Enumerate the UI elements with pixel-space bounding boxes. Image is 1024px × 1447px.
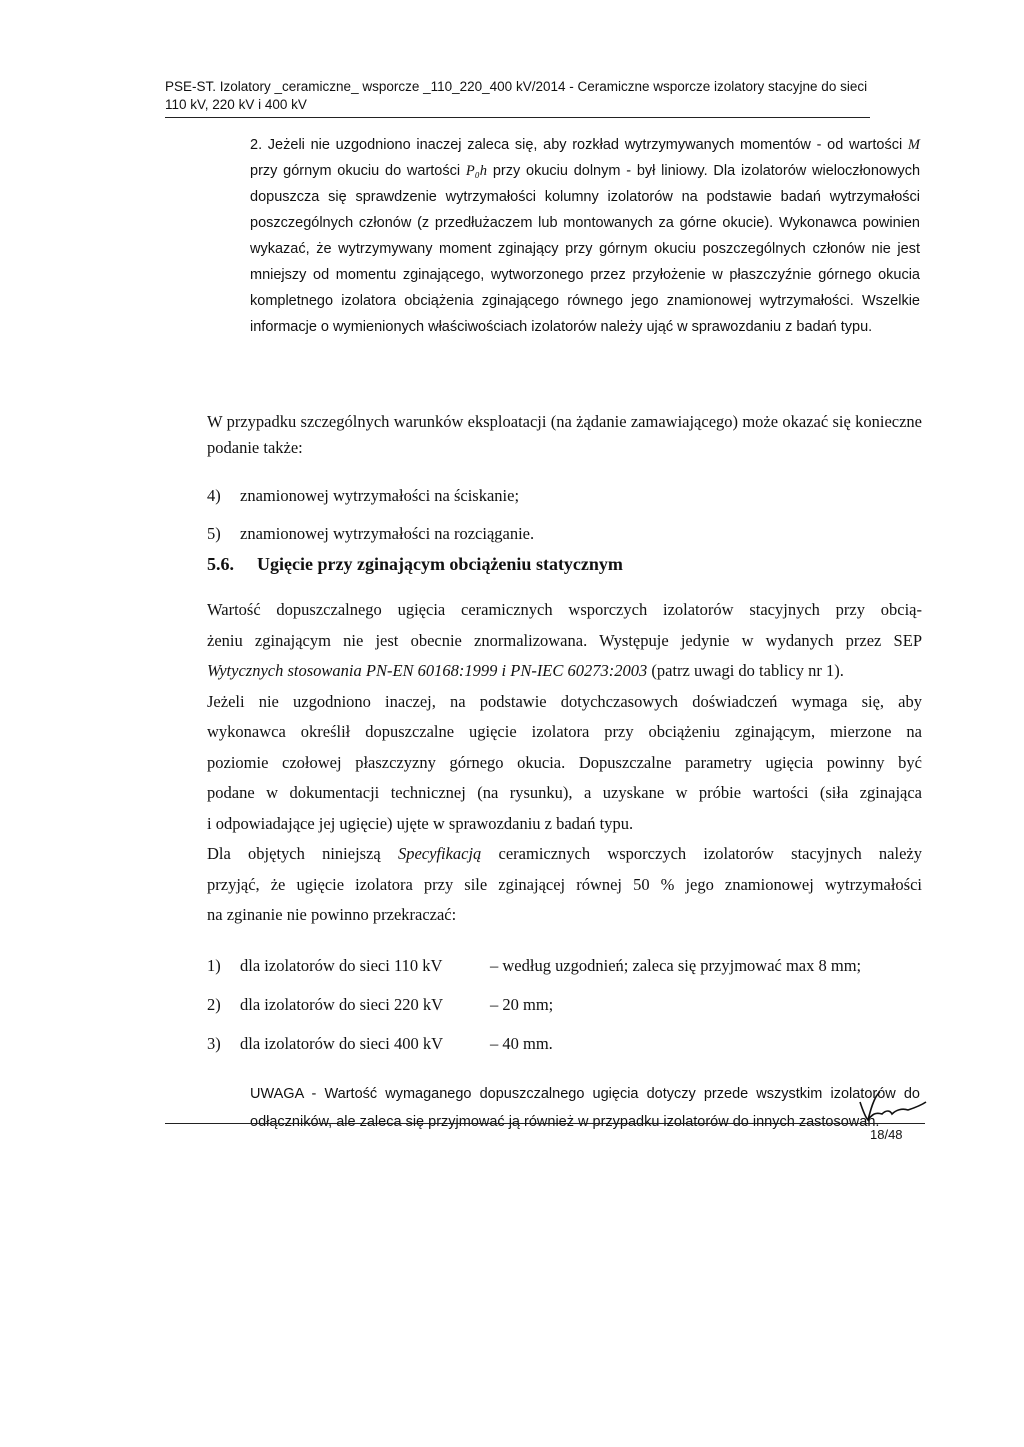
body-line: podane w dokumentacji technicznej (na rysunku), a uzyskane w próbie wartości (siła zginająca	[207, 783, 922, 802]
body-line: Dla objętych niniejszą Specyfikacją ceramicznych wsporczych izolatorów stacyjnych należy	[207, 844, 922, 863]
force-symbol: P₀h	[465, 163, 488, 179]
body-line: poziomie czołowej płaszczyzny górnego okucia. Dopuszczalne parametry ugięcia powinny być	[207, 752, 922, 772]
list-item: 4) znamionowej wytrzymałości na ściskanie;	[207, 486, 520, 505]
moment-symbol: M	[907, 137, 920, 153]
body-line: i odpowiadające jej ugięcie) ujęte w sprawozdaniu z badań typu.	[207, 813, 634, 833]
footer-rule	[165, 1123, 925, 1124]
page-number: 18/48	[870, 1127, 903, 1142]
requirement-row: 2) dla izolatorów do sieci 220 kV – 20 mm;	[207, 995, 554, 1014]
section-body	[207, 595, 922, 931]
specification-term: Specyfikacją	[397, 844, 482, 863]
section-title: Ugięcie przy zginającym obciążeniu statycznym	[257, 554, 623, 574]
document-header	[165, 78, 875, 114]
requirement-row: 3) dla izolatorów do sieci 400 kV – 40 mm.	[207, 1034, 553, 1053]
body-line: na zginanie nie powinno przekraczać:	[207, 905, 457, 924]
header-line-1: PSE-ST. Izolatory _ceramiczne_ wsporcze _110_220_400 kV/2014 - Ceramiczne wsporcze izolatory stacyjne do sieci	[165, 79, 868, 94]
signature-mark	[846, 1088, 930, 1126]
section-heading	[207, 554, 623, 575]
header-rule	[165, 117, 870, 118]
requirement-row: 1) dla izolatorów do sieci 110 kV – według uzgodnień; zaleca się przyjmować max 8 mm;	[207, 956, 862, 975]
special-conditions-paragraph: W przypadku szczególnych warunków eksploatacji (na żądanie zamawiającego) może okazać się konieczne podanie także:	[207, 412, 922, 457]
section-number: 5.6.	[207, 554, 234, 574]
body-line: Wartość dopuszczalnego ugięcia ceramicznych wsporczych izolatorów stacyjnych przy obcią-	[207, 600, 922, 619]
list-item: 5) znamionowej wytrzymałości na rozciąganie.	[207, 524, 535, 543]
guidelines-reference: Wytycznych stosowania PN-EN 60168:1999 i PN-IEC 60273:2003	[207, 661, 648, 680]
body-line: Jeżeli nie uzgodniono inaczej, na podstawie dotychczasowych doświadczeń wymaga się, aby	[207, 691, 922, 711]
body-line: wykonawca określił dopuszczalne ugięcie izolatora przy obciążeniu zginającym, mierzone na	[207, 722, 922, 741]
note-uwaga: UWAGA - Wartość wymaganego dopuszczalnego ugięcia dotyczy przede wszystkim izolatorów do odłączników, ale zaleca się przyjmować ją również w przypadku izolatorów do innych zastosowań.	[250, 1086, 920, 1130]
body-line: przyjąć, że ugięcie izolatora przy sile zginającej równej 50 % jego znamionowej wytrzymałości	[207, 874, 922, 894]
header-line-2: 110 kV, 220 kV i 400 kV	[165, 97, 307, 112]
note-2-paragraph: 2. Jeżeli nie uzgodniono inaczej zaleca się, aby rozkład wytrzymywanych momentów - od wartości M przy górnym okuciu do wartości P₀h przy okuciu dolnym - był liniowy. Dla izolatorów wieloczłonowych dopuszcza się sprawdzenie wytrzymałości kolumny izolatorów na podstawie badań wytrzymałości poszczególnych członów (z przedłużaczem lub montowanych za górne okucie). Wykonawca powinien wykazać, że wytrzymywany moment zginający przy górnym okuciu poszczególnych członów nie jest mniejszy od momentu zginającego, wytworzonego przez przyłożenie w płaszczyźnie górnego okucia kompletnego izolatora obciążenia zginającego równego jego znamionowej wytrzymałości. Wszelkie informacje o wymienionych właściwościach izolatorów należy ująć w sprawozdaniu z badań typu.	[250, 137, 921, 335]
body-line: żeniu zginającym nie jest obecnie znormalizowana. Występuje jedynie w wydanych przez SEP	[207, 630, 922, 650]
body-line: Wytycznych stosowania PN-EN 60168:1999 i PN-IEC 60273:2003 (patrz uwagi do tablicy nr 1).	[207, 661, 844, 680]
